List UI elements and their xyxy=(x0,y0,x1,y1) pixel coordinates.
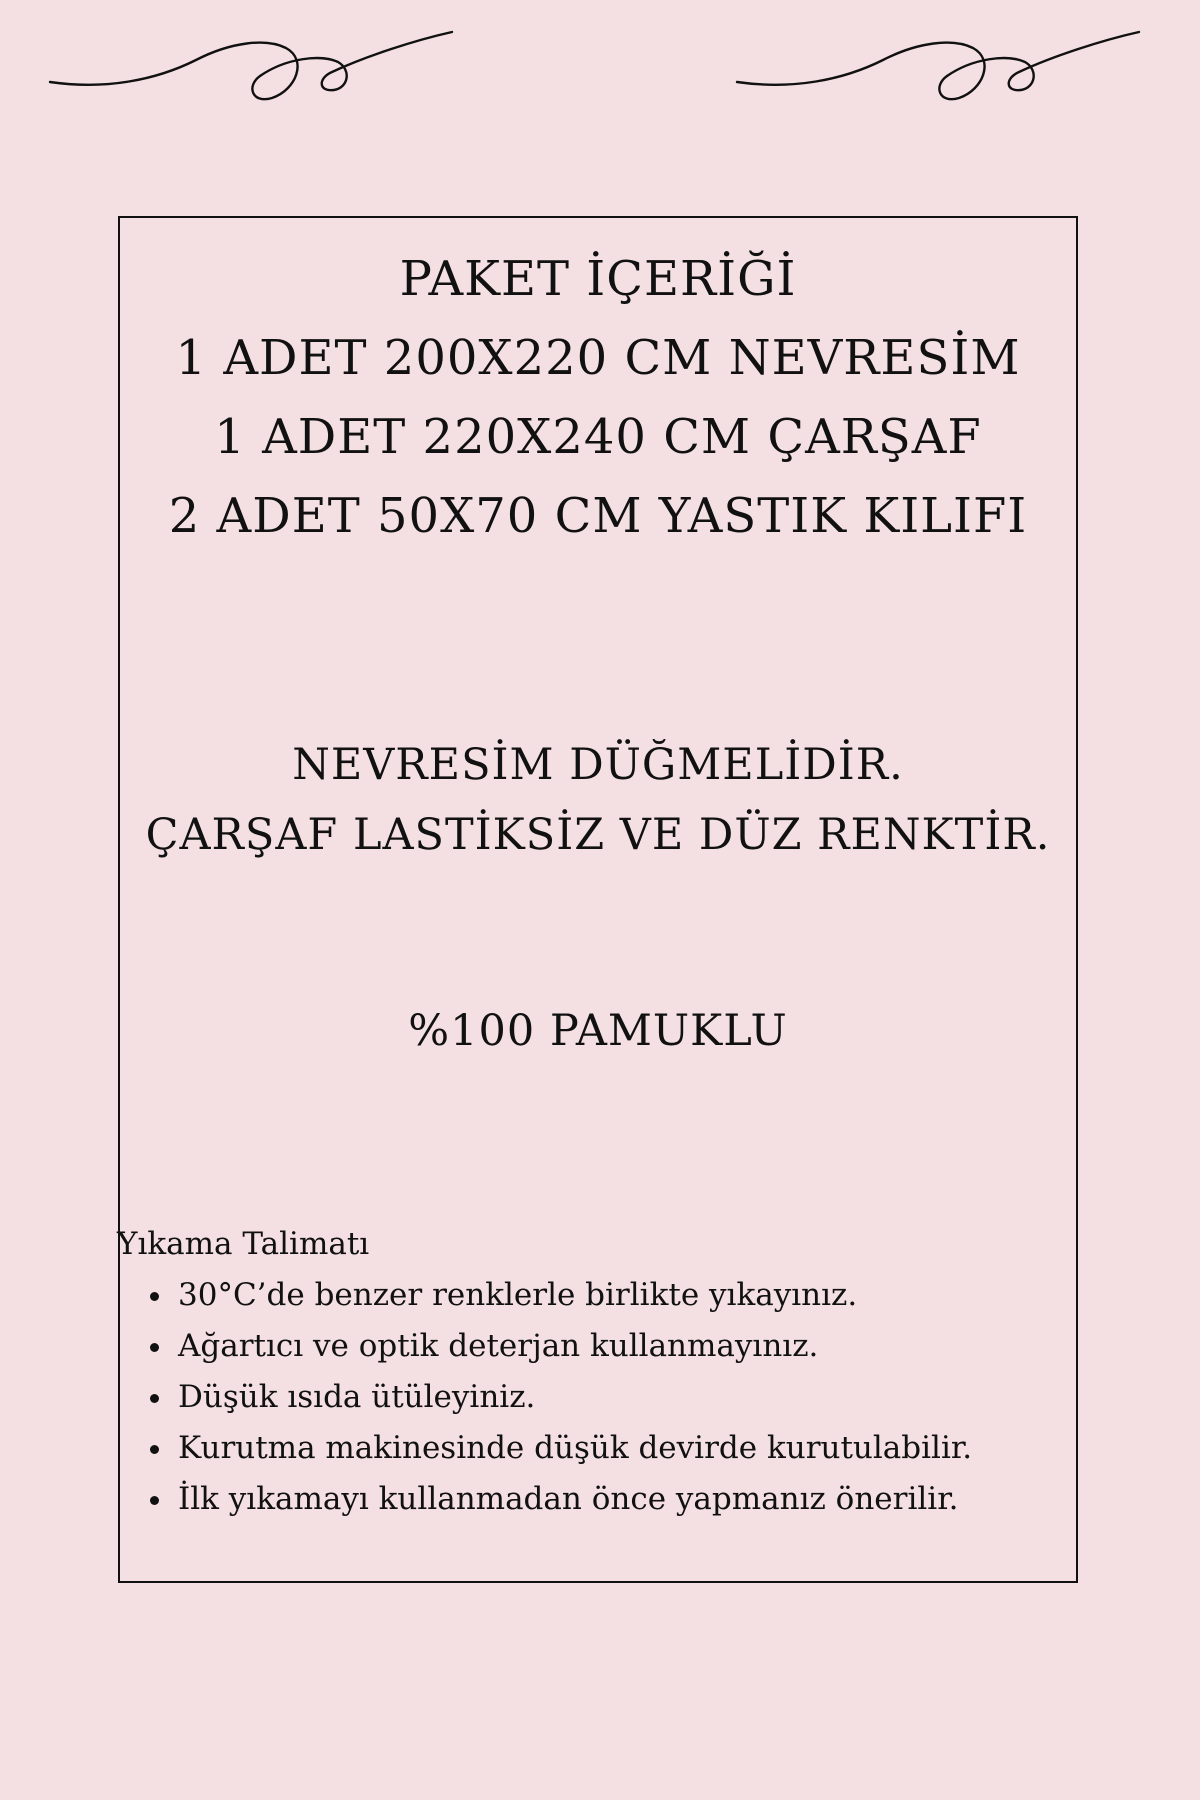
list-item-text: Düşük ısıda ütüleyiniz. xyxy=(178,1379,536,1415)
package-title: PAKET İÇERİĞİ xyxy=(399,251,797,307)
list-item xyxy=(148,1270,972,1321)
bullet-icon xyxy=(150,1445,159,1454)
list-item xyxy=(148,1423,972,1474)
bullet-icon xyxy=(150,1496,159,1505)
bullet-icon xyxy=(150,1394,159,1403)
flourish-swirl-icon xyxy=(733,20,1153,110)
package-item: 1 ADET 220X240 CM ÇARŞAF xyxy=(214,409,982,465)
list-item-text: Ağartıcı ve optik deterjan kullanmayınız. xyxy=(178,1328,819,1364)
list-item-text: Kurutma makinesinde düşük devirde kurutulabilir. xyxy=(178,1430,973,1466)
note-line: NEVRESİM DÜĞMELİDİR. xyxy=(292,740,904,790)
bullet-icon xyxy=(150,1292,159,1301)
list-item-text: 30°C’de benzer renklerle birlikte yıkayınız. xyxy=(178,1277,858,1313)
bullet-icon xyxy=(150,1343,159,1352)
list-item xyxy=(148,1474,972,1525)
washing-title: Yıkama Talimatı xyxy=(117,1226,370,1262)
list-item xyxy=(148,1321,972,1372)
package-item: 2 ADET 50X70 CM YASTIK KILIFI xyxy=(168,488,1028,544)
washing-list xyxy=(148,1270,972,1525)
list-item xyxy=(148,1372,972,1423)
flourish-swirl-icon xyxy=(46,20,466,110)
list-item-text: İlk yıkamayı kullanmadan önce yapmanız önerilir. xyxy=(178,1481,959,1517)
material-label: %100 PAMUKLU xyxy=(408,1006,788,1056)
package-item: 1 ADET 200X220 CM NEVRESİM xyxy=(175,330,1021,386)
note-line: ÇARŞAF LASTİKSİZ VE DÜZ RENKTİR. xyxy=(145,810,1051,860)
